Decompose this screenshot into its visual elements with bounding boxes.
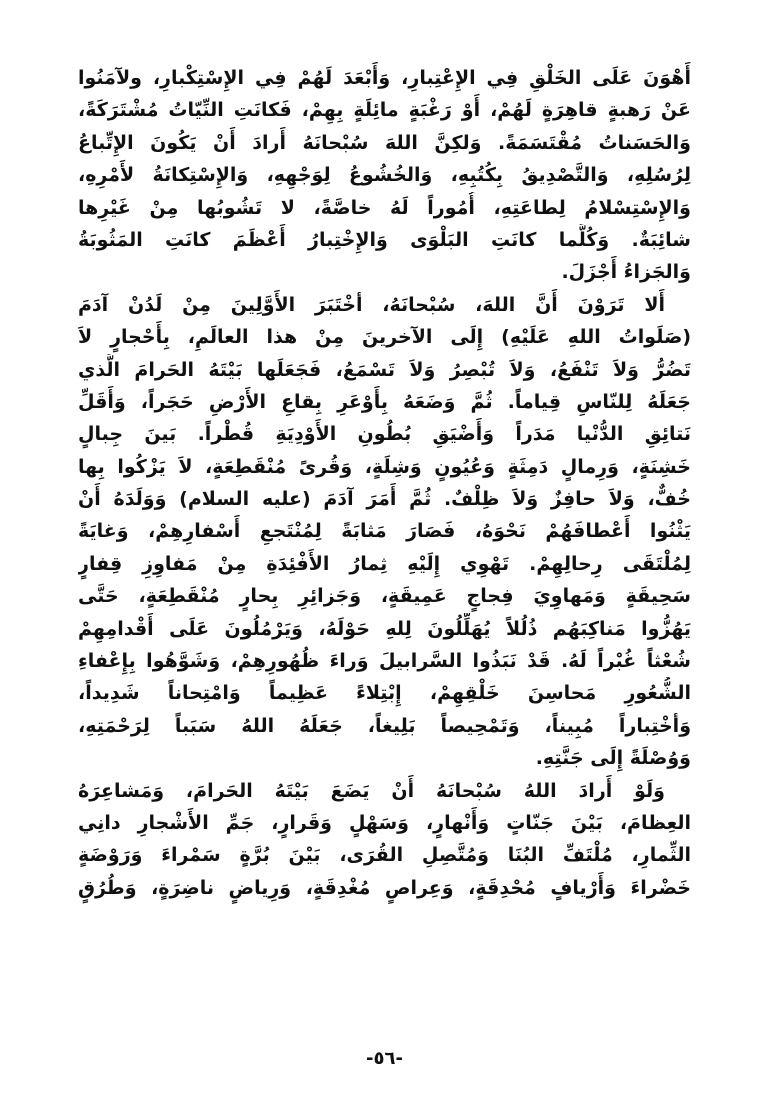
text-line: شائِبَةٌ. وَكُلَّما كانَتِ البَلْوَى وَالإِخْتِبارُ أَعْظَمَ كانَتِ المَثُوبَةُ bbox=[78, 228, 691, 251]
text-line: وَالإِسْتِسْلامُ لِطاعَتِهِ، أُمُوراً لَهُ خاصَّةً، لا تَشُوبُها مِنْ غَيْرِها bbox=[78, 196, 691, 219]
text-line: يَثْنُوا أَعْطافَهُمْ نَحْوَهُ، فَصَارَ مَثابَةً لِمُنْتَجعِ أَسْفارِهِمْ، وَغايَةً bbox=[78, 520, 691, 543]
text-line: خَضْراءَ وَأَرْيافٍ مُحْدِقَةٍ، وَعِراصٍ مُغْدِقَةٍ، وَرِياضٍ ناضِرَةٍ، وَطُرُقٍ bbox=[78, 876, 691, 899]
text-line: سَحِيقَةٍ وَمَهاوِيَ فِجاجٍ عَمِيقَةٍ، وَجَزائِرِ بِحارٍ مُنْقَطِعَةٍ، حَتَّى bbox=[78, 585, 691, 608]
text-line: تَضُرُّ وَلاَ تَنْفَعُ، وَلاَ تُبْصِرُ وَلاَ تَسْمَعُ، فَجَعَلَها بَيْتَهُ الحَرامَ الَّذي bbox=[78, 358, 691, 381]
text-line: لِمُلْتَقَى رِحالِهِمْ. تَهْوِي إِلَيْهِ ثِمارُ الأَفْئِدَةِ مِنْ مَفاوِزِ قِفارٍ bbox=[78, 552, 691, 575]
text-line: العِظامَ، بَيْنَ جَنّاتٍ وَأَنْهارٍ، وَسَهْلٍ وَقَرارٍ، جَمِّ الأَشْجارِ دانِي bbox=[78, 811, 691, 834]
text-line: الثِّمارِ، مُلْتَفِّ البُنَا وَمُتَّصِلِ القُرَى، بَيْنَ بُرَّةٍ سَمْراءَ وَرَوْضَةٍ bbox=[78, 844, 691, 867]
page-body bbox=[78, 62, 691, 1062]
text-line: لِرُسُلِهِ، وَالتَّصْدِيقُ بِكُتُبِهِ، وَالخُشُوعُ لِوَجْهِهِ، وَالإِسْتِكانَةُ لأَمْرِهِ، bbox=[78, 164, 691, 187]
text-line: وَالجَزاءُ أَجْزَلَ. bbox=[561, 261, 691, 284]
text-line: أَهْوَنَ عَلَى الخَلْقِ فِي الإِعْتِبارِ، وَأَبْعَدَ لَهُمْ فِي الإِسْتِكْبارِ، ولآمَنُوا bbox=[78, 67, 691, 89]
text-line: وَأخْتِباراً مُبِيناً، وَتَمْحِيصاً بَلِيغاً، جَعَلَهُ اللهُ سَبَباً لِرَحْمَتِهِ، bbox=[78, 714, 691, 737]
text-line: خُفٌّ، وَلاَ حافِزٌ وَلاَ ظِلْفٌ. ثُمَّ أَمَرَ آدَمَ (عليه السلام) وَوَلَدَهُ أَنْ bbox=[78, 488, 691, 511]
paragraph-2 bbox=[78, 289, 691, 775]
text-line: يَهُزُّوا مَناكِبَهُم ذُلُلاً يُهَلِّلُونَ لِلهِ حَوْلَهُ، وَيَرْمُلُونَ عَلَى أَقْدامِهِمْ bbox=[78, 617, 691, 640]
text-line: عَنْ رَهبةٍ قاهِرَةٍ لَهُمْ، أَوْ رَغْبَةٍ مائِلَةٍ بِهِمْ، فَكانَتِ النِّيّاتُ مُشْتَرَكَةً، bbox=[78, 99, 691, 122]
text-line: أَلا تَرَوْنَ أَنَّ اللهَ، سُبْحانَهُ، أخْتَبَرَ الأَوَّلِينَ مِنْ لَدُنْ آدَمَ bbox=[78, 293, 665, 316]
paragraph-3 bbox=[78, 775, 691, 905]
text-line: وَوُصْلَةً إِلَى جَنَّتِهِ. bbox=[535, 747, 691, 770]
text-line: وَالحَسَناتُ مُقْتَسَمَةً. وَلكِنَّ اللهَ سُبْحانَهُ أَرادَ أَنْ يَكُونَ الإِتِّباعُ bbox=[78, 131, 691, 154]
text-line: شُعْثاً غُبْراً لَهُ. قَدْ نَبَذُوا السَّرابيلَ وَراءَ ظُهُورِهِمْ، وَشَوَّهُوا بِإِعْفاءِ bbox=[78, 650, 691, 673]
text-line: وَلَوْ أَرادَ اللهُ سُبْحانَهُ أَنْ يَضَعَ بَيْتَهُ الحَرامَ، وَمَشاعِرَهُ bbox=[78, 779, 665, 802]
paragraph-1 bbox=[78, 62, 691, 289]
text-line: (صَلَواتُ اللهِ عَلَيْهِ) إِلَى الآخرينَ مِنْ هذا العالَمِ، بِأَحْجارٍ لاَ bbox=[78, 326, 691, 349]
text-line: خَشِنَةٍ، وَرِمالٍ دَمِثَةٍ وَعُيُونٍ وَشِلَةٍ، وَقُرىً مُنْقَطِعَةٍ، لاَ يَزْكُوا بِها bbox=[78, 455, 691, 478]
text-line: نَتائِقِ الدُّنْيا مَدَراً وَأَضْيَقِ بُطُونِ الأَوْدِيَةِ قُطْراً. بَينَ جِبالٍ bbox=[78, 423, 691, 446]
text-line: جَعَلَهُ لِلنّاسِ قِياماً. ثُمَّ وَضَعَهُ بِأَوْعَرِ بِقاعِ الأَرْضِ حَجَراً، وَأَقَلِّ bbox=[78, 390, 691, 413]
text-line: الشُّعُورِ مَحاسِنَ خَلْقِهِمْ، إِبْتِلاءً عَظِيماً وَامْتِحاناً شَدِيداً، bbox=[78, 682, 691, 705]
page-number: -٥٦- bbox=[366, 1048, 403, 1069]
